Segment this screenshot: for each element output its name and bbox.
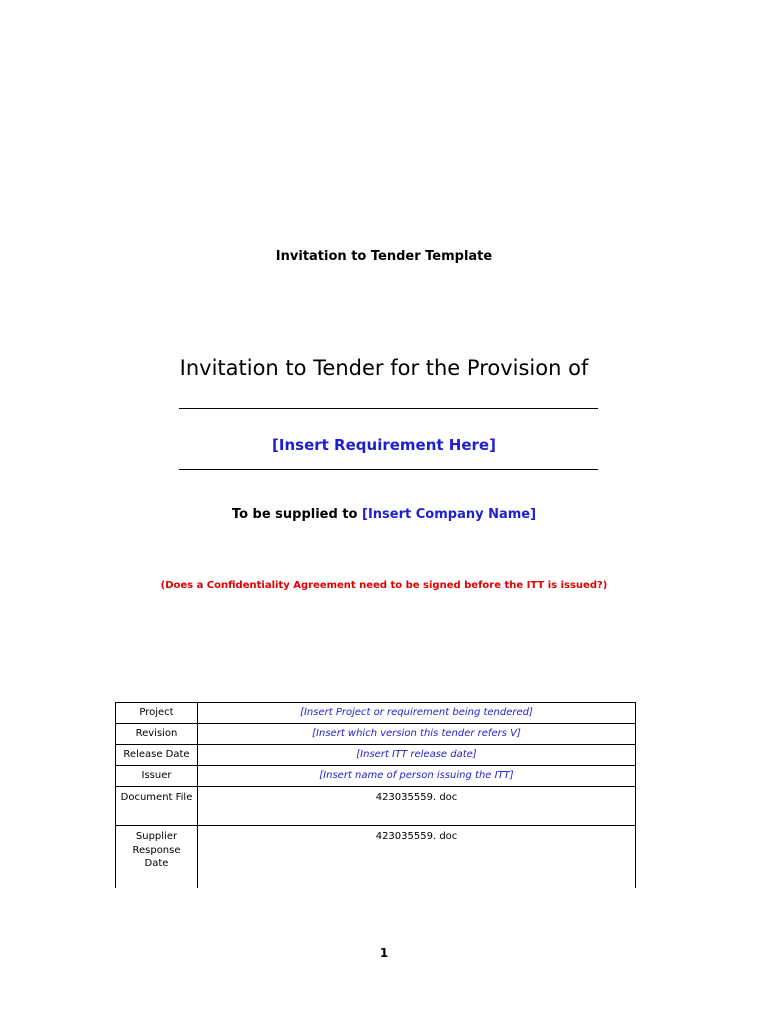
table-row xyxy=(116,766,636,787)
table-row xyxy=(116,826,636,889)
row-value: 423035559. doc xyxy=(198,826,636,889)
document-info-table xyxy=(115,702,636,888)
document-heading: Invitation to Tender Template xyxy=(275,249,493,264)
row-value: [Insert name of person issuing the ITT] xyxy=(198,766,636,787)
row-label: Release Date xyxy=(116,745,198,766)
title-rule-bottom xyxy=(179,469,598,470)
page-number: 1 xyxy=(379,946,389,960)
title-rule-top xyxy=(179,408,598,409)
requirement-placeholder: [Insert Requirement Here] xyxy=(272,436,496,454)
table-row xyxy=(116,703,636,724)
row-label: Issuer xyxy=(116,766,198,787)
company-name-placeholder: [Insert Company Name] xyxy=(362,507,537,522)
tender-title: Invitation to Tender for the Provision of xyxy=(179,356,589,380)
table-row xyxy=(116,745,636,766)
row-value: 423035559. doc xyxy=(198,787,636,826)
row-value: [Insert Project or requirement being tendered] xyxy=(198,703,636,724)
row-label: Project xyxy=(116,703,198,724)
confidentiality-note: (Does a Confidentiality Agreement need to be signed before the ITT is issued?) xyxy=(160,580,608,591)
row-label: Revision xyxy=(116,724,198,745)
row-value: [Insert which version this tender refers V] xyxy=(198,724,636,745)
row-label: Supplier Response Date xyxy=(116,826,198,889)
row-value: [Insert ITT release date] xyxy=(198,745,636,766)
supplied-to-line xyxy=(0,507,768,522)
table-row xyxy=(116,724,636,745)
row-label: Document File xyxy=(116,787,198,826)
supplied-to-prefix: To be supplied to xyxy=(231,507,363,522)
table-row xyxy=(116,787,636,826)
